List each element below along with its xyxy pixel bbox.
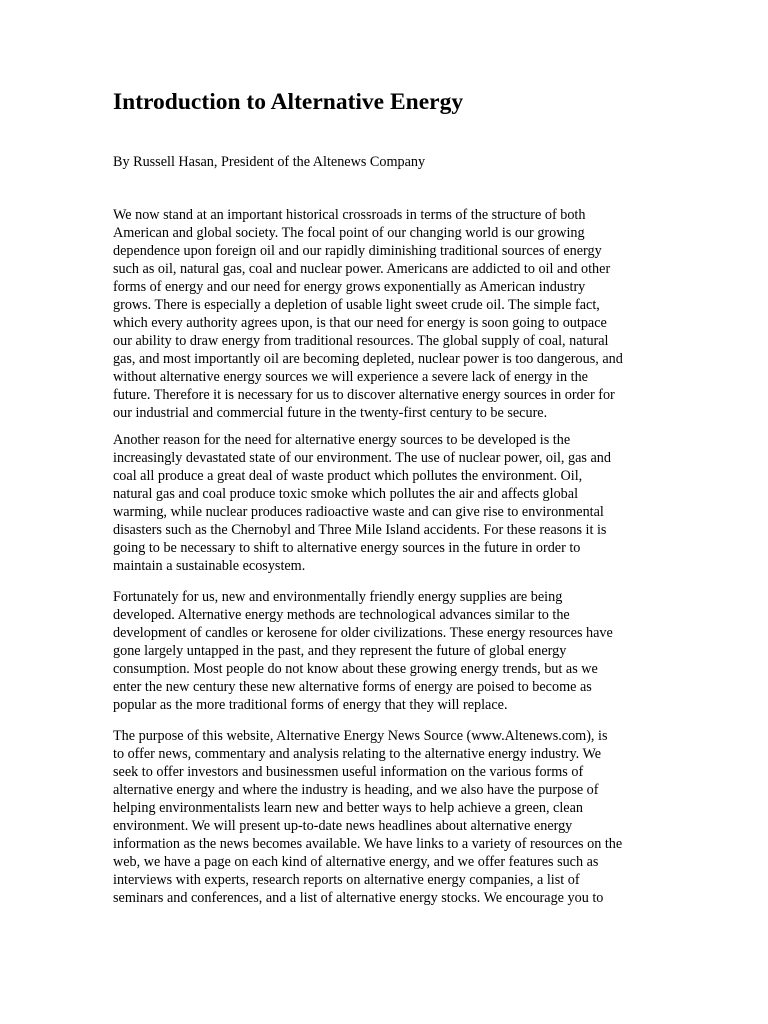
text-line: to offer news, commentary and analysis relating to the alternative energy industry. We [113, 746, 602, 762]
body-paragraph-2 [113, 431, 673, 575]
text-line: without alternative energy sources we will experience a severe lack of energy in the [113, 369, 588, 385]
text-line: American and global society. The focal point of our changing world is our growing [113, 225, 585, 241]
text-line: natural gas and coal produce toxic smoke which pollutes the air and affects global [113, 486, 579, 502]
text-line: Another reason for the need for alternative energy sources to be developed is the [113, 432, 571, 448]
text-line: going to be necessary to shift to alternative energy sources in the future in order to [113, 540, 581, 556]
text-line: seminars and conferences, and a list of alternative energy stocks. We encourage you to [113, 890, 604, 906]
text-line: The purpose of this website, Alternative Energy News Source (www.Altenews.com), is [113, 728, 608, 744]
text-line: alternative energy and where the industry is heading, and we also have the purpose of [113, 782, 599, 798]
text-line: our industrial and commercial future in the twenty-first century to be secure. [113, 405, 548, 421]
document-title: Introduction to Alternative Energy [113, 89, 464, 115]
text-line: Fortunately for us, new and environmentally friendly energy supplies are being [113, 589, 563, 605]
text-line: grows. There is especially a depletion of usable light sweet crude oil. The simple fact, [113, 297, 600, 313]
text-line: gas, and most importantly oil are becoming depleted, nuclear power is too dangerous, and [113, 351, 623, 367]
text-line: increasingly devastated state of our environment. The use of nuclear power, oil, gas and [113, 450, 611, 466]
text-line: information as the news becomes available. We have links to a variety of resources on the [113, 836, 623, 852]
text-line: gone largely untapped in the past, and they represent the future of global energy [113, 643, 567, 659]
text-line: warming, while nuclear produces radioactive waste and can give rise to environmental [113, 504, 604, 520]
text-line: enter the new century these new alternative forms of energy are poised to become as [113, 679, 592, 695]
text-line: future. Therefore it is necessary for us to discover alternative energy sources in order for [113, 387, 615, 403]
text-line: maintain a sustainable ecosystem. [113, 558, 306, 574]
text-line: dependence upon foreign oil and our rapidly diminishing traditional sources of energy [113, 243, 602, 259]
text-line: helping environmentalists learn new and better ways to help achieve a green, clean [113, 800, 583, 816]
text-line: development of candles or kerosene for older civilizations. These energy resources have [113, 625, 613, 641]
text-line: which every authority agrees upon, is that our need for energy is soon going to outpace [113, 315, 607, 331]
text-line: forms of energy and our need for energy grows exponentially as American industry [113, 279, 586, 295]
text-line: our ability to draw energy from traditional resources. The global supply of coal, natural [113, 333, 609, 349]
text-line: We now stand at an important historical crossroads in terms of the structure of both [113, 207, 586, 223]
text-line: disasters such as the Chernobyl and Three Mile Island accidents. For these reasons it is [113, 522, 607, 538]
text-line: web, we have a page on each kind of alternative energy, and we offer features such as [113, 854, 599, 870]
text-line: popular as the more traditional forms of energy that they will replace. [113, 697, 508, 713]
body-paragraph-4 [113, 727, 673, 907]
text-line: such as oil, natural gas, coal and nuclear power. Americans are addicted to oil and other [113, 261, 611, 277]
text-line: environment. We will present up-to-date news headlines about alternative energy [113, 818, 573, 834]
text-line: developed. Alternative energy methods are technological advances similar to the [113, 607, 570, 623]
document-byline: By Russell Hasan, President of the Altenews Company [113, 154, 426, 170]
text-line: seek to offer investors and businessmen useful information on the various forms of [113, 764, 584, 780]
body-paragraph-3 [113, 588, 673, 714]
text-line: consumption. Most people do not know about these growing energy trends, but as we [113, 661, 598, 677]
body-paragraph-1 [113, 206, 673, 422]
text-line: interviews with experts, research reports on alternative energy companies, a list of [113, 872, 580, 888]
text-line: coal all produce a great deal of waste product which pollutes the environment. Oil, [113, 468, 583, 484]
